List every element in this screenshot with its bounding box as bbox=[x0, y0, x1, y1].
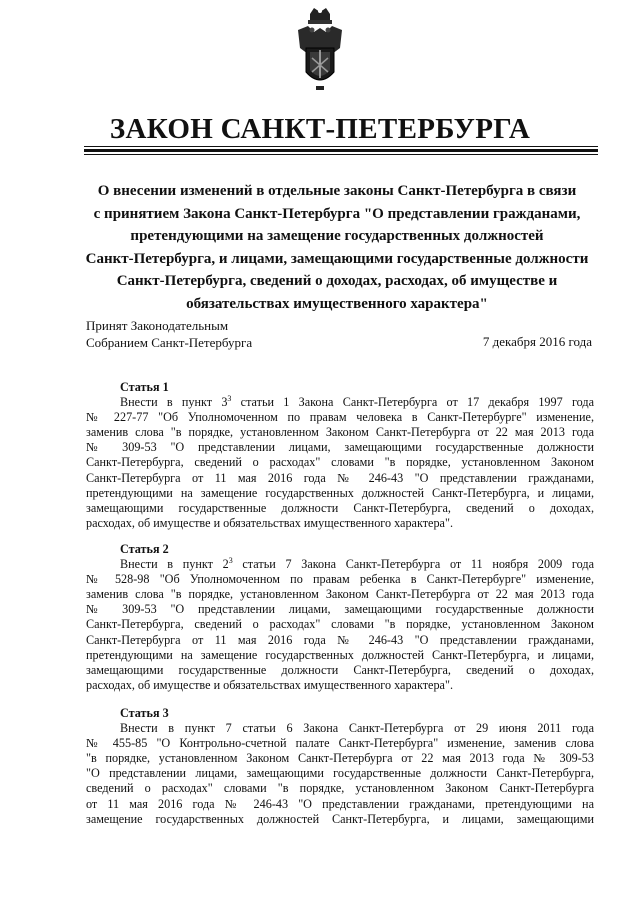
superscript: 3 bbox=[227, 394, 232, 404]
article-line: претендующими на замещение государственных должностей Санкт-Петербурга, и лицами, bbox=[86, 485, 594, 500]
article-text: Внести в пункт 3 bbox=[120, 395, 228, 410]
article-line: замещение государственных должностей Санкт-Петербурга, и лицами, замещающими bbox=[86, 811, 594, 826]
adoption-line-2: Собранием Санкт-Петербурга bbox=[86, 334, 253, 350]
article-line: Санкт-Петербурга от 11 мая 2016 года № 246-43 "О представлении гражданами, bbox=[86, 632, 594, 647]
article-line: "в порядке, установленном Законом Санкт-Петербурга от 22 мая 2013 года № 309-53 bbox=[86, 751, 594, 766]
adoption-date: 7 декабря 2016 года bbox=[482, 334, 592, 349]
article-line: "О представлении лицами, замещающими государственные должности Санкт-Петербурга, bbox=[86, 766, 594, 781]
article-line: расходах, об имуществе и обязательствах имущественного характера". bbox=[86, 515, 453, 530]
title-rule-thin-bottom bbox=[84, 154, 598, 155]
article-line: Санкт-Петербурга, сведений о расходах" словами "в порядке, установленном Законом bbox=[86, 455, 594, 470]
article-line: Санкт-Петербурга, сведений о расходах" словами "в порядке, установленном Законом bbox=[86, 617, 594, 632]
subject-line: Санкт-Петербурга, сведений о доходах, расходах, об имуществе и bbox=[116, 273, 558, 289]
subject-line: обязательствах имущественного характера" bbox=[186, 295, 488, 312]
article-line: № 528-98 "Об Уполномоченном по правам ребенка в Санкт-Петербурге" изменение, bbox=[86, 572, 594, 587]
article-text: Внести в пункт 7 статьи 6 Закона Санкт-Петербурга от 29 июня 2011 года bbox=[120, 721, 594, 736]
spb-coat-of-arms-icon bbox=[296, 8, 344, 94]
article-2 bbox=[86, 542, 594, 693]
article-line: замещающими государственные должности Санкт-Петербурга, сведений о доходах, bbox=[86, 500, 594, 515]
subject-line: претендующими на замещение государственных должностей bbox=[130, 228, 544, 244]
adoption-body bbox=[86, 318, 252, 351]
article-line bbox=[86, 395, 594, 410]
article-line: расходах, об имуществе и обязательствах имущественного характера". bbox=[86, 677, 453, 692]
article-line: № 455-85 "О Контрольно-счетной палате Санкт-Петербурга" изменение, заменив слова bbox=[86, 736, 594, 751]
article-line: № 309-53 "О представлении лицами, замещающими государственные должности bbox=[86, 602, 594, 617]
adoption-line-1: Принят Законодательным bbox=[86, 318, 229, 333]
article-line: претендующими на замещение государственных должностей Санкт-Петербурга, и лицами, bbox=[86, 647, 594, 662]
article-line: сведений о расходах" словами "в порядке, установленном Законом Санкт-Петербурга bbox=[86, 781, 594, 796]
article-line: заменив слова "в порядке, установленном Законом Санкт-Петербурга от 22 мая 2013 года bbox=[86, 587, 594, 602]
article-text: статьи 7 Закона Санкт-Петербурга от 11 ноября 2009 года bbox=[232, 557, 594, 572]
law-title: ЗАКОН САНКТ-ПЕТЕРБУРГА bbox=[109, 113, 531, 145]
article-line bbox=[86, 721, 594, 736]
title-rule-thin-top bbox=[84, 146, 598, 147]
article-text: статьи 1 Закона Санкт-Петербурга от 17 декабря 1997 года bbox=[231, 395, 594, 410]
law-subject bbox=[72, 180, 602, 315]
article-line bbox=[86, 557, 594, 572]
subject-line: О внесении изменений в отдельные законы Санкт-Петербурга в связи bbox=[97, 183, 577, 199]
article-heading: Статья 1 bbox=[120, 380, 169, 394]
article-1 bbox=[86, 380, 594, 531]
article-heading: Статья 3 bbox=[120, 706, 169, 720]
article-line: Санкт-Петербурга от 11 мая 2016 года № 246-43 "О представлении гражданами, bbox=[86, 470, 594, 485]
subject-line: Санкт-Петербурга, и лицами, замещающими государственные должности bbox=[85, 250, 589, 267]
article-line: № 309-53 "О представлении лицами, замещающими государственные должности bbox=[86, 440, 594, 455]
article-line: № 227-77 "Об Уполномоченном по правам человека в Санкт-Петербурге" изменение, bbox=[86, 410, 594, 425]
article-heading: Статья 2 bbox=[120, 542, 169, 556]
article-line: заменив слова "в порядке, установленном Законом Санкт-Петербурга от 22 мая 2013 года bbox=[86, 425, 594, 440]
title-rule-thick bbox=[84, 149, 598, 152]
article-3 bbox=[86, 706, 594, 827]
article-text: Внести в пункт 2 bbox=[120, 557, 229, 572]
superscript: 3 bbox=[228, 556, 233, 566]
article-line: замещающими государственные должности Санкт-Петербурга, сведений о доходах, bbox=[86, 662, 594, 677]
subject-line: с принятием Закона Санкт-Петербурга "О представлении гражданами, bbox=[93, 205, 581, 222]
article-line: от 11 мая 2016 года № 246-43 "О представлении гражданами, претендующими на bbox=[86, 796, 594, 811]
